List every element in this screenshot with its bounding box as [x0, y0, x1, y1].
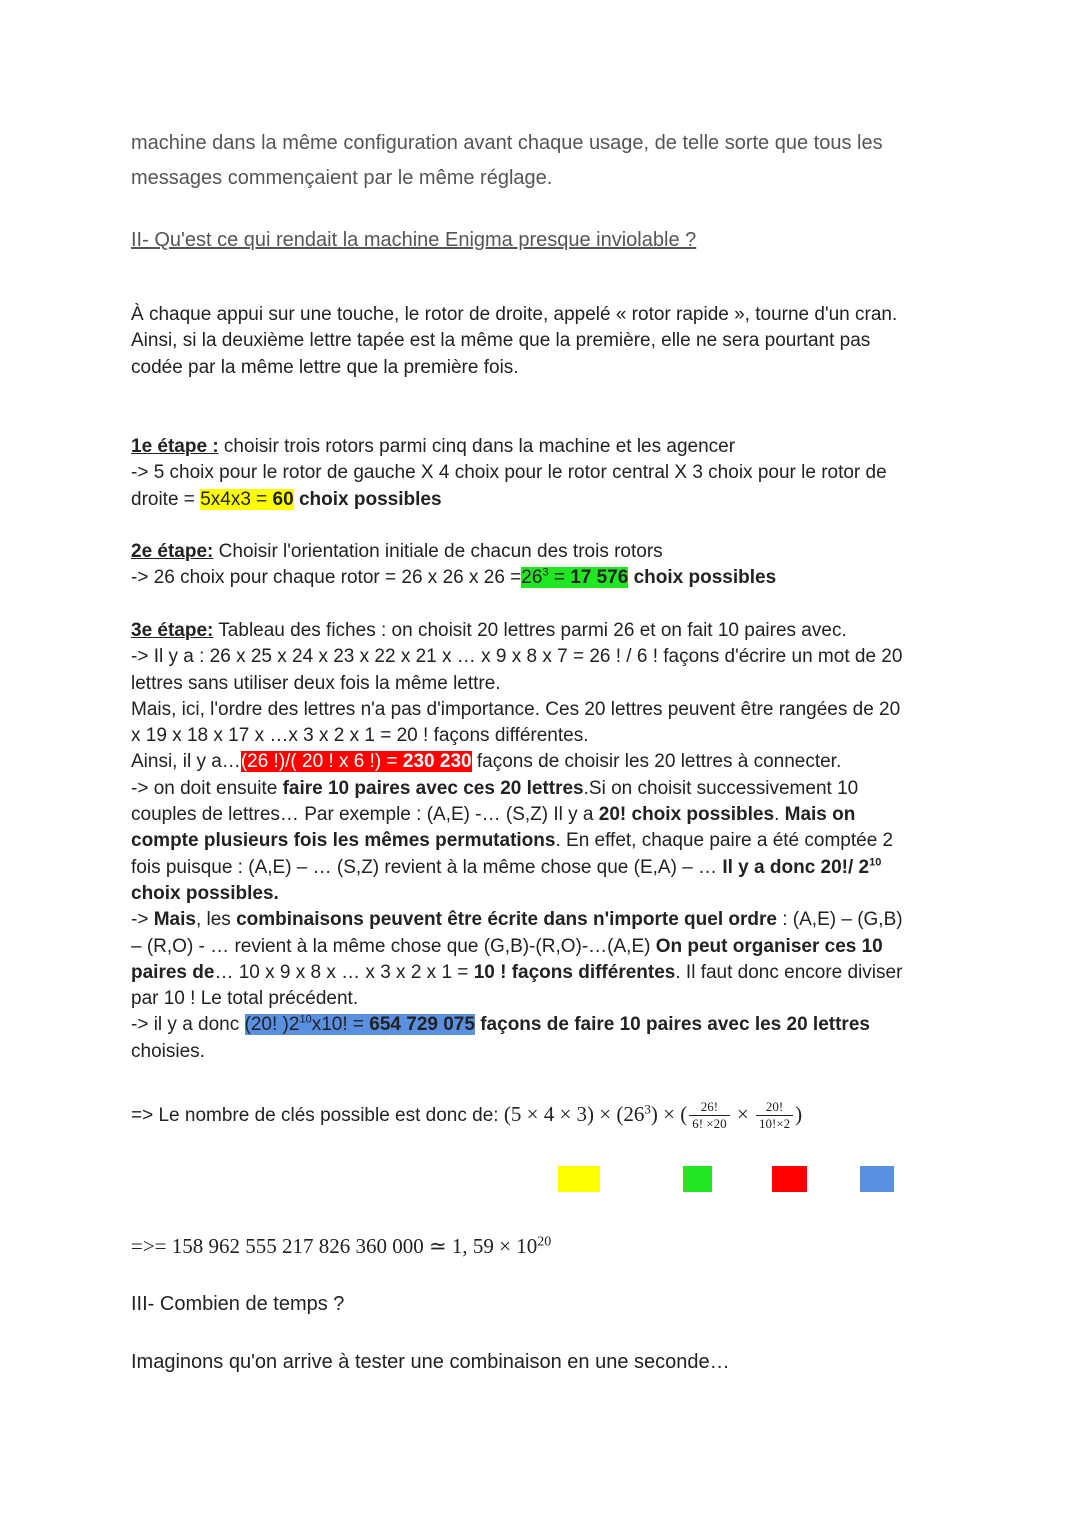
- result-line: =>= 158 962 555 217 826 360 000 ≃ 1, $59 \times 10^{20}$: [131, 1234, 552, 1258]
- swatch-yellow: [558, 1166, 600, 1192]
- step-label: 1e étape :: [131, 436, 219, 457]
- highlight-green: $26^3 = 17$ 576: [521, 566, 629, 589]
- rotor-paragraph: À chaque appui sur une touche, le rotor de droite, appelé « rotor rapide », tourne d'un cran. Ainsi, si la deuxième lettre tapée est la même que la première, elle ne sera pourtant pas codée par la même lettre que la première fois.: [131, 304, 898, 378]
- swatch-red: [772, 1166, 807, 1192]
- intro-paragraph: [131, 126, 961, 196]
- intro-line: messages commençaient par le même réglage.: [131, 167, 553, 189]
- highlight-blue: (20! )$2^{10}x10$! = 654 729 075: [244, 1014, 475, 1036]
- intro-line: machine dans la même configuration avant chaque usage, de telle sorte que tous les: [131, 132, 883, 154]
- highlight-yellow: 5x4x3 = 60: [200, 488, 294, 510]
- fraction-26-factorial: $\frac{26!}{6! \times 20}$: [689, 1099, 729, 1132]
- step-label: 2e étape:: [131, 541, 214, 562]
- step-3: 3e étape: Tableau des fiches : on choisit 20 lettres parmi 26 et on fait 10 paires avec. -> Il y a : 26 x 25 x 24 x 23 x 22 x 21 x … x 9 x 8 x 7 = 26 ! / 6 ! façons d'écrire un mot de 20 lettres sans utiliser deux fois la même lettre. Mais, ici, l'ordre des lettres n'a pas d'importance. Ces 20 lettres peuvent être rangées de 20 x 19 x 18 x 17 x …x 3 x 2 x 1 = 20 ! façons différentes. Ainsi, il y a…(26 !)/( 20 ! x 6 !) = 230 230 façons de choisir les 20 lettres à connecter. -> on doit ensuite faire 10 paires avec ces 20 lettres.Si on choisit successivement 10 couples de lettres… Par exemple : (A,E) -… (S,Z) Il y a 20! choix possibles. Mais on compte plusieurs fois les mêmes permutations. En effet, chaque paire a été comptée 2 fois puisque : (A,E) – … (S,Z) revient à la même chose que (E,A) – … Il y a donc 20!/ $2^{10}$ choix possibles. -> Mais, les combinaisons peuvent être écrite dans n'importe quel ordre : (A,E) – (G,B) – (R,O) - … revient à la même chose que (G,B)-(R,O)-…(A,E) On peut organiser ces 10 paires de… 10 x 9 x 8 x … x 3 x 2 x 1 = 10 ! façons différentes. Il faut donc encore diviser par 10 ! Le total précédent. -> il y a donc (20! )$2^{10}x10$! = 654 729 075 façons de faire 10 paires avec les 20 lettres choisies.: [131, 620, 903, 1062]
- fraction-20-factorial: $\frac{20!}{10!\times 2}$: [756, 1099, 793, 1132]
- section-3-text: Imaginons qu'on arrive à tester une combinaison en une seconde…: [131, 1351, 730, 1373]
- highlight-red: (26 !)/( 20 ! x 6 !) = 230 230: [240, 751, 472, 773]
- section-2-heading: II- Qu'est ce qui rendait la machine Enigma presque inviolable ?: [131, 229, 697, 251]
- step-2: 2e étape: Choisir l'orientation initiale de chacun des trois rotors -> 26 choix pour chaque rotor = 26 x 26 x $26 =26^3 = 17$ 576 choix possibles: [131, 541, 777, 589]
- step-1: 1e étape : choisir trois rotors parmi cinq dans la machine et les agencer -> 5 choix pour le rotor de gauche X 4 choix pour le rotor central X 3 choix pour le rotor de droite = 5x4x3 = 60 choix possibles: [131, 436, 887, 510]
- keys-formula: => Le nombre de clés possible est donc de: $(5 \times 4 \times 3) \times (26^3)$ × ( $\frac{26!}{6! \times 20}$ × $\frac{20!}{10!\times 2}$ ): [131, 1099, 803, 1132]
- swatch-blue: [860, 1166, 894, 1192]
- step-label: 3e étape:: [131, 620, 214, 641]
- section-3-heading: III- Combien de temps ?: [131, 1293, 345, 1315]
- swatch-green: [683, 1166, 712, 1192]
